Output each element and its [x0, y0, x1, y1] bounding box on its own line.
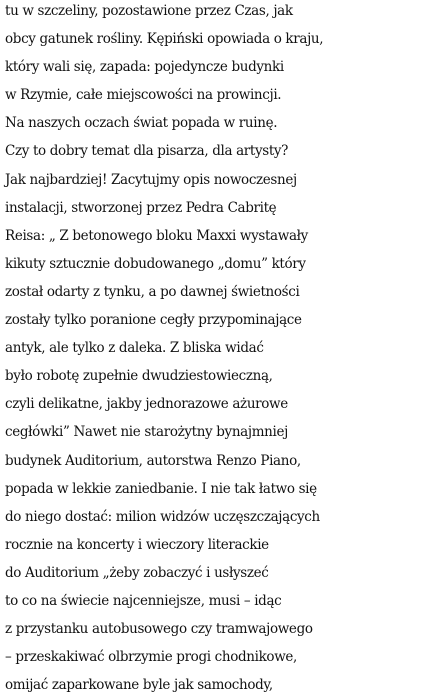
text-line: cegłówki” Nawet nie starożytny bynajmniej	[5, 424, 288, 441]
text-line: do niego dostać: milion widzów uczęszczających	[5, 508, 320, 525]
text-line: omijać zaparkowane byle jak samochody,	[5, 677, 273, 694]
text-line: było robotę zupełnie dwudziestowieczną,	[5, 368, 273, 385]
text-line: Czy to dobry temat dla pisarza, dla artysty?	[5, 143, 289, 160]
text-line: Jak najbardziej! Zacytujmy opis nowoczesnej	[5, 171, 297, 188]
text-line: to co na świecie najcenniejsze, musi – idąc	[5, 592, 282, 609]
text-line: Na naszych oczach świat popada w ruinę.	[5, 115, 278, 132]
body-text	[5, 0, 442, 699]
text-line: Reisa: „ Z betonowego bloku Maxxi wystawały	[5, 227, 308, 244]
text-line: instalacji, stworzonej przez Pedra Cabritę	[5, 199, 277, 216]
text-line: obcy gatunek rośliny. Kępiński opowiada o kraju,	[5, 31, 324, 48]
text-line: zostały tylko poranione cegły przypominające	[5, 312, 302, 329]
text-line: który wali się, zapada: pojedyncze budynki	[5, 59, 284, 76]
text-line: został odarty z tynku, a po dawnej świetności	[5, 283, 300, 300]
text-line: czyli delikatne, jakby jednorazowe ażurowe	[5, 396, 288, 413]
text-line: do Auditorium „żeby zobaczyć i usłyszeć	[5, 564, 269, 581]
text-line: budynek Auditorium, autorstwa Renzo Piano,	[5, 452, 301, 469]
text-line: antyk, ale tylko z daleka. Z bliska widać	[5, 340, 264, 357]
text-line: z przystanku autobusowego czy tramwajowego	[5, 621, 313, 638]
text-line: rocznie na koncerty i wieczory literackie	[5, 536, 269, 553]
text-line: tu w szczeliny, pozostawione przez Czas, jak	[5, 3, 293, 19]
text-line: kikuty sztucznie dobudowanego „domu” który	[5, 255, 306, 272]
text-line: w Rzymie, całe miejscowości na prowincji.	[5, 87, 282, 104]
text-line: popada w lekkie zaniedbanie. I nie tak łatwo się	[5, 480, 317, 497]
text-line: – przeskakiwać olbrzymie progi chodnikowe,	[5, 649, 297, 666]
